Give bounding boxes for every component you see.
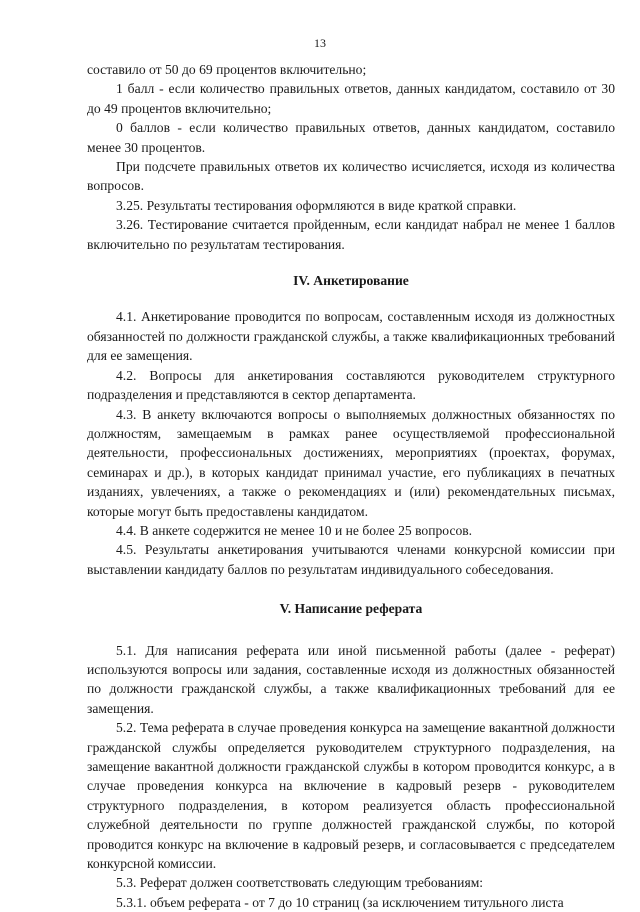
paragraph-5-2: 5.2. Тема реферата в случае проведения конкурса на замещение вакантной должности гражданской службы определяется руководителем структурного подразделения, на замещение вакантной должности гражданской службы в котором проводится конкурс, а в случае проведения конкурса на включение в кадровый резерв - руководителем структурного подразделения, в котором реализуется область профессиональной служебной деятельности по группе должностей гражданской службы, по которой проводится конкурс на включение в кадровый резерв, и согласовывается с председателем конкурсной комиссии.	[87, 720, 615, 872]
paragraph-continuation: составило от 50 до 69 процентов включительно;	[87, 62, 367, 77]
paragraph-4-3: 4.3. В анкету включаются вопросы о выполняемых должностных обязанностях по должностям, замещаемым в рамках ранее осуществляемой профессиональной деятельности, профессиональных достижениях, мероприятиях (проектах, форумах, семинарах и др.), в которых кандидат принимал участие, его публикациях в печатных изданиях, увлечениях, а также о рекомендациях и (или) рекомендательных письмах, которые могут быть предоставлены кандидатом.	[87, 406, 615, 519]
paragraph-5-3: 5.3. Реферат должен соответствовать следующим требованиям:	[116, 875, 484, 891]
paragraph-counting: При подсчете правильных ответов их количество исчисляется, исходя из количества вопросов.	[87, 159, 615, 194]
page-content	[87, 60, 615, 912]
section-heading-essay: V. Написание реферата	[279, 601, 423, 617]
paragraph-score-0: 0 баллов - если количество правильных ответов, данных кандидатом, составило менее 30 процентов.	[87, 120, 615, 155]
paragraph-4-2: 4.2. Вопросы для анкетирования составляются руководителем структурного подразделения и представляются в сектор департамента.	[87, 367, 615, 403]
paragraph-4-4: 4.4. В анкете содержится не менее 10 и не более 25 вопросов.	[116, 522, 473, 538]
paragraph-5-3-1: 5.3.1. объем реферата - от 7 до 10 страниц (за исключением титульного листа	[116, 894, 564, 910]
section-heading-questionnaire: IV. Анкетирование	[293, 273, 409, 289]
paragraph-5-1: 5.1. Для написания реферата или иной письменной работы (далее - реферат) используются вопросы или задания, составленные исходя из должностных обязанностей по должности гражданской службы, а также квалификационных требований для ее замещения.	[87, 642, 615, 716]
paragraph-4-5: 4.5. Результаты анкетирования учитываются членами конкурсной комиссии при выставлении кандидату баллов по результатам индивидуального собеседования.	[87, 542, 615, 577]
page-number: 13	[314, 36, 326, 50]
paragraph-score-1: 1 балл - если количество правильных ответов, данных кандидатом, составило от 30 до 49 процентов включительно;	[87, 81, 615, 116]
paragraph-4-1: 4.1. Анкетирование проводится по вопросам, составленным исходя из должностных обязанностей по должности гражданской службы, а также квалификационных требований для ее замещения.	[87, 309, 615, 364]
paragraph-3-26: 3.26. Тестирование считается пройденным, если кандидат набрал не менее 1 баллов включительно по результатам тестирования.	[87, 217, 615, 252]
paragraph-3-25: 3.25. Результаты тестирования оформляются в виде краткой справки.	[116, 197, 517, 213]
